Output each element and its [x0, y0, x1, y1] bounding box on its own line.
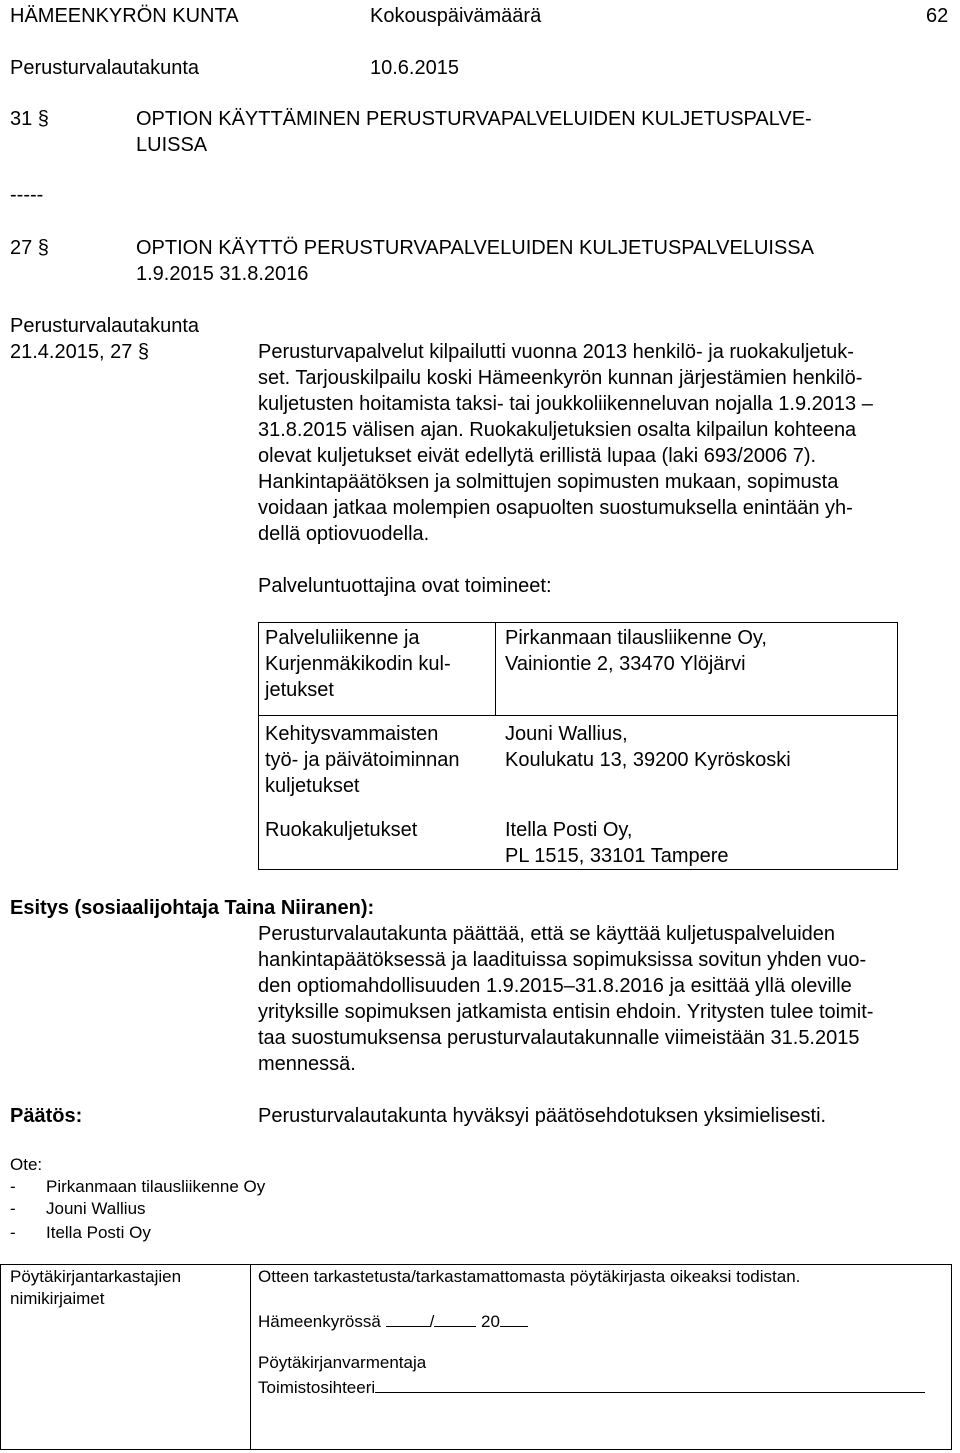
body-line-3: kuljetusten hoitamista taksi- tai joukkoliikenneluvan nojalla 1.9.2013 –	[258, 393, 873, 415]
separator: -----	[10, 184, 44, 206]
proposal-line-5: taa suostumuksensa perusturvalautakunnalle viimeistään 31.5.2015	[258, 1027, 860, 1049]
certification-box-border	[0, 1264, 952, 1450]
proposal-line-1: Perusturvalautakunta päättää, että se käyttää kuljetuspalveluiden	[258, 923, 836, 945]
provider-2-line-1: Jouni Wallius,	[505, 723, 628, 745]
certification-box	[0, 1264, 952, 1450]
copy-recipient-3: - Itella Posti Oy	[10, 1223, 151, 1242]
providers-intro: Palveluntuottajina ovat toimineet:	[258, 575, 552, 597]
provider-2-line-2: Koulukatu 13, 39200 Kyröskoski	[505, 749, 791, 771]
inspectors-label-line-1: Pöytäkirjantarkastajien	[10, 1267, 182, 1286]
service-2-line-3: kuljetukset	[265, 775, 360, 797]
service-3-line-1: Ruokakuljetukset	[265, 819, 418, 841]
certification-box-divider	[250, 1264, 251, 1450]
certification-text: Otteen tarkastetusta/tarkastamattomasta pöytäkirjasta oikeaksi todistan.	[258, 1267, 801, 1286]
certification-place-date: Hämeenkyrössä / 20	[258, 1308, 528, 1333]
provider-1-line-1: Pirkanmaan tilausliikenne Oy,	[505, 627, 767, 649]
decision-text: Perusturvalautakunta hyväksyi päätösehdotuksen yksimielisesti.	[258, 1105, 827, 1127]
service-2-line-2: työ- ja päivätoiminnan	[265, 749, 460, 771]
section-number: 31 §	[10, 108, 49, 130]
body-line-4: 31.8.2015 välisen ajan. Ruokakuljetuksien osalta kilpailun kohteena	[258, 419, 857, 441]
provider-1-line-2: Vainiontie 2, 33470 Ylöjärvi	[505, 653, 746, 675]
previous-title-line2: 1.9.2015 31.8.2016	[136, 263, 309, 285]
copies-label: Ote:	[10, 1155, 43, 1174]
table-row-divider	[259, 715, 897, 716]
service-1-line-1: Palveluliikenne ja	[265, 627, 420, 649]
table-column-divider	[495, 623, 496, 715]
committee-name: Perusturvalautakunta	[10, 57, 200, 79]
certifier-role: Pöytäkirjanvarmentaja	[258, 1353, 427, 1372]
previous-title-line1: OPTION KÄYTTÖ PERUSTURVAPALVELUIDEN KULJETUSPALVELUISSA	[136, 237, 814, 259]
service-1-line-2: Kurjenmäkikodin kul-	[265, 653, 451, 675]
section-title-line1: OPTION KÄYTTÄMINEN PERUSTURVAPALVELUIDEN KULJETUSPALVE-	[136, 108, 812, 130]
inspectors-label-line-2: nimikirjaimet	[10, 1289, 105, 1308]
body-line-5: olevat kuljetukset eivät edellytä erillistä lupaa (laki 693/2006 7).	[258, 445, 817, 467]
proposal-line-4: yrityksille sopimuksen jatkamista entisin ehdoin. Yritysten tulee toimit-	[258, 1001, 874, 1023]
body-line-7: voidaan jatkaa molempien osapuolten suostumuksella enintään yh-	[258, 497, 853, 519]
copy-recipient-1: - Pirkanmaan tilausliikenne Oy	[10, 1177, 266, 1196]
certifier-title: Toimistosihteeri	[258, 1374, 925, 1399]
section-title-line2: LUISSA	[136, 134, 208, 156]
proposal-heading: Esitys (sosiaalijohtaja Taina Niiranen):	[10, 897, 375, 919]
document-type: Kokouspäivämäärä	[370, 5, 542, 27]
provider-3-line-2: PL 1515, 33101 Tampere	[505, 845, 729, 867]
municipality-name: HÄMEENKYRÖN KUNTA	[10, 5, 239, 27]
body-line-2: set. Tarjouskilpailu koski Hämeenkyrön kunnan järjestämien henkilö-	[258, 367, 863, 389]
body-line-8: dellä optiovuodella.	[258, 523, 430, 545]
service-2-line-1: Kehitysvammaisten	[265, 723, 439, 745]
proposal-line-2: hankintapäätöksessä ja laadituissa sopimuksissa sovitun yhden vuo-	[258, 949, 867, 971]
previous-committee: Perusturvalautakunta	[10, 315, 200, 337]
providers-table	[258, 622, 898, 870]
previous-reference: 21.4.2015, 27 §	[10, 341, 150, 363]
decision-heading: Päätös:	[10, 1105, 83, 1127]
proposal-line-6: mennessä.	[258, 1053, 356, 1075]
body-line-6: Hankintapäätöksen ja solmittujen sopimusten mukaan, sopimusta	[258, 471, 839, 493]
body-line-1: Perusturvapalvelut kilpailutti vuonna 2013 henkilö- ja ruokakuljetuk-	[258, 341, 854, 363]
meeting-date: 10.6.2015	[370, 57, 459, 79]
provider-3-line-1: Itella Posti Oy,	[505, 819, 633, 841]
previous-section-number: 27 §	[10, 237, 49, 259]
copy-recipient-2: - Jouni Wallius	[10, 1199, 146, 1218]
page-number: 62	[926, 5, 949, 27]
service-1-line-3: jetukset	[265, 679, 334, 701]
proposal-line-3: den optiomahdollisuuden 1.9.2015–31.8.2016 ja esittää yllä oleville	[258, 975, 852, 997]
